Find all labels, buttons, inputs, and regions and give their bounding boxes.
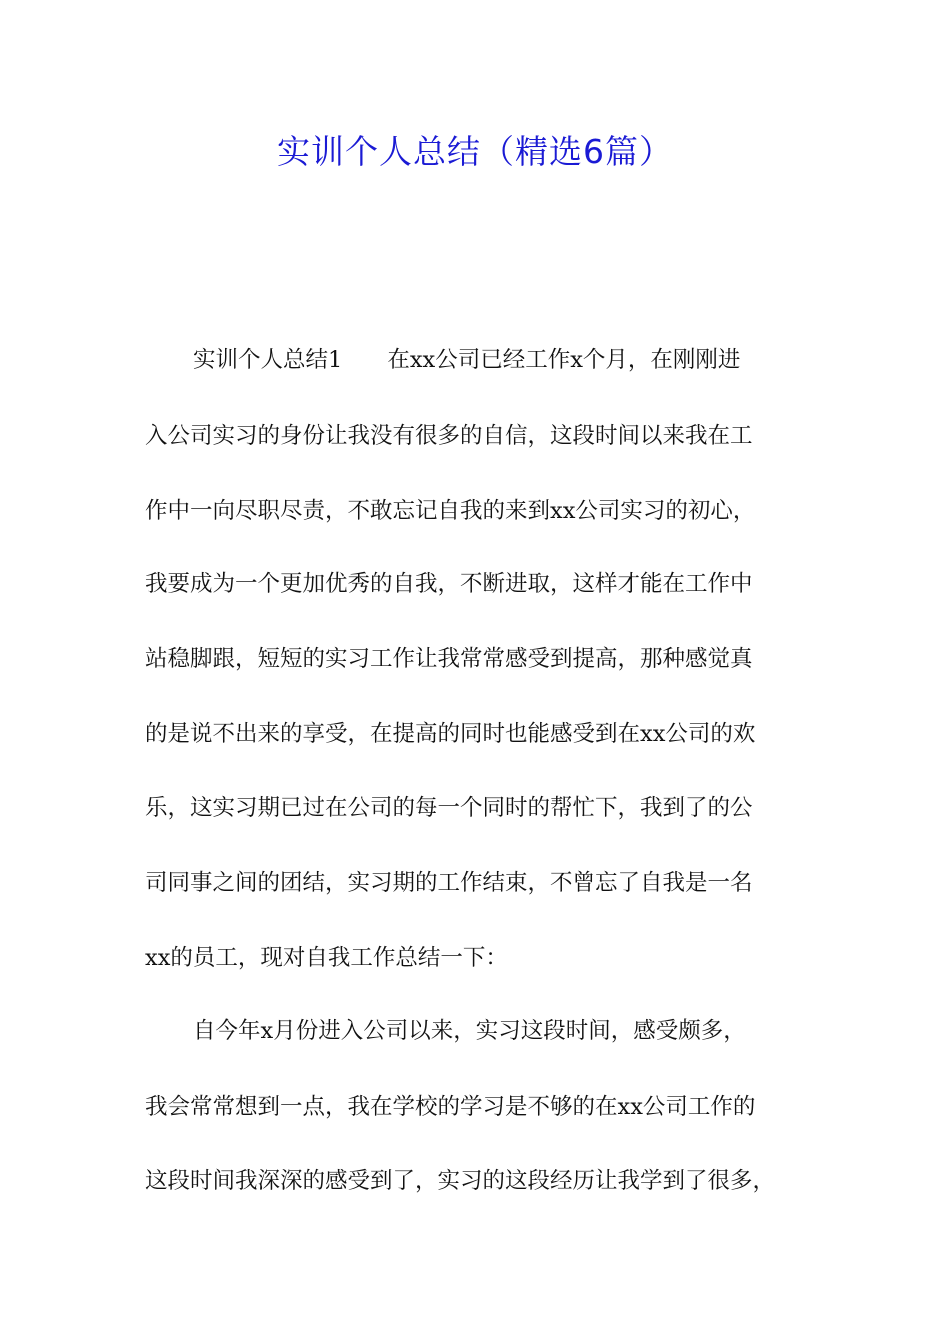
- paragraph-line: 乐，这实习期已过在公司的每一个同时的帮忙下，我到了的公: [145, 795, 753, 821]
- paragraph-line: 站稳脚跟，短短的实习工作让我常常感受到提高，那种感觉真: [145, 646, 753, 672]
- paragraph-line: 司同事之间的团结，实习期的工作结束，不曾忘了自我是一名: [145, 870, 753, 896]
- paragraph-line: 的是说不出来的享受，在提高的同时也能感受到在xx公司的欢: [145, 721, 756, 747]
- paragraph-line: 作中一向尽职尽责，不敢忘记自我的来到xx公司实习的初心，: [145, 498, 756, 524]
- paragraph-line: xx的员工，现对自我工作总结一下：: [145, 945, 508, 971]
- paragraph-line: 入公司实习的身份让我没有很多的自信，这段时间以来我在工: [145, 423, 753, 449]
- paragraph-line: 这段时间我深深的感受到了，实习的这段经历让我学到了很多，: [145, 1168, 776, 1194]
- paragraph-line: 我要成为一个更加优秀的自我，不断进取，这样才能在工作中: [145, 571, 753, 597]
- paragraph-line: 我会常常想到一点，我在学校的学习是不够的在xx公司工作的: [145, 1094, 756, 1120]
- paragraph-line: 自今年x月份进入公司以来，实习这段时间，感受颇多，: [193, 1018, 746, 1044]
- document-title: 实训个人总结（精选6篇）: [277, 132, 673, 171]
- paragraph-line: 实训个人总结1 在xx公司已经工作x个月，在刚刚进: [193, 347, 741, 373]
